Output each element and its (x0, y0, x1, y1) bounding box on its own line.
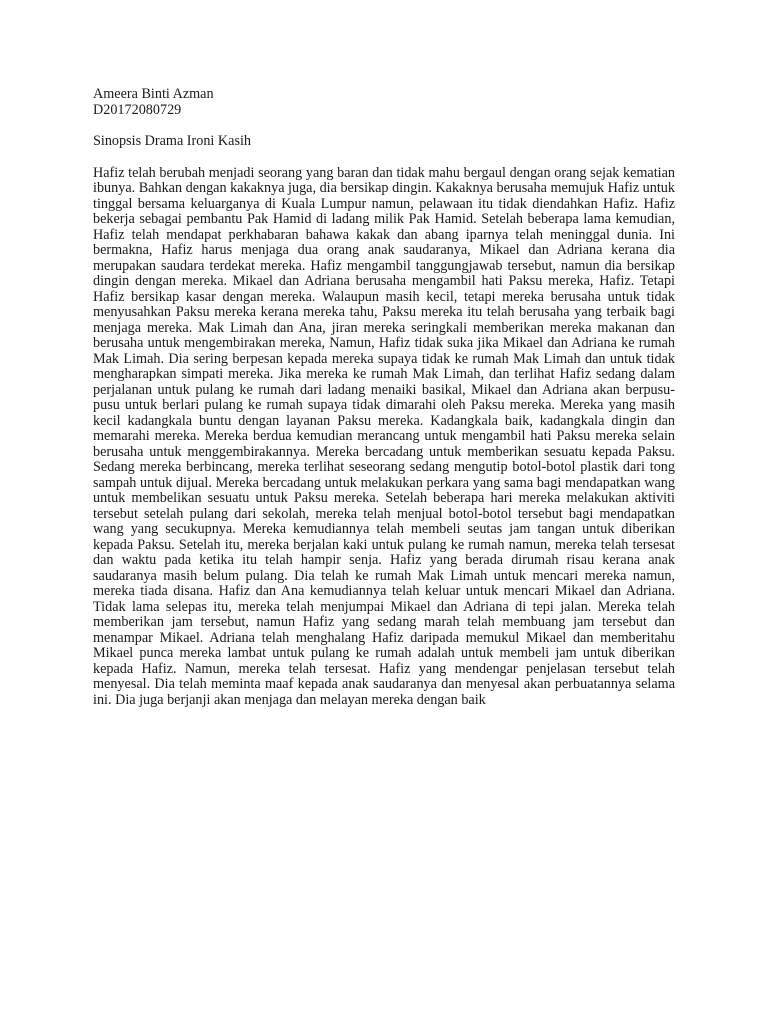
document-content (93, 87, 675, 708)
document-title: Sinopsis Drama Ironi Kasih (93, 133, 252, 149)
student-id: D20172080729 (93, 101, 182, 118)
author-name: Ameera Binti Azman (93, 86, 214, 102)
synopsis-paragraph: Hafiz telah berubah menjadi seorang yang baran dan tidak mahu bergaul dengan orang sejak kematian ibunya. Bahkan dengan kakaknya juga, dia bersikap dingin. Kakaknya berusaha memujuk Hafiz untuk tinggal bersama keluarganya di Kuala Lumpur namun, pelawaan itu tidak diendahkan Hafiz. Hafiz bekerja sebagai pembantu Pak Hamid di ladang milik Pak Hamid. Setelah beberapa lama kemudian, Hafiz telah mendapat perkhabaran bahawa kakak dan abang iparnya telah meninggal dunia. Ini bermakna, Hafiz harus menjaga dua orang anak saudaranya, Mikael dan Adriana kerana dia merupakan saudara terdekat mereka. Hafiz mengambil tanggungjawab tersebut, namun dia bersikap dingin dengan mereka. Mikael dan Adriana berusaha mengambil hati Paksu mereka, Hafiz. Tetapi Hafiz bersikap kasar dengan mereka. Walaupun masih kecil, tetapi mereka berusaha untuk tidak menyusahkan Paksu mereka kerana mereka tahu, Paksu mereka itu telah berusaha yang terbaik bagi menjaga mereka. Mak Limah dan Ana, jiran mereka seringkali memberikan mereka makanan dan berusaha untuk mengembirakan mereka, Namun, Hafiz tidak suka jika Mikael dan Adriana ke rumah Mak Limah. Dia sering berpesan kepada mereka supaya tidak ke rumah Mak Limah dan untuk tidak mengharapkan simpati mereka. Jika mereka ke rumah Mak Limah, dan terlihat Hafiz sedang dalam perjalanan untuk pulang ke rumah dari ladang menaiki basikal, Mikael dan Adriana akan berpusu-pusu untuk berlari pulang ke rumah supaya tidak dimarahi oleh Paksu mereka. Mereka yang masih kecil kadangkala buntu dengan layanan Paksu mereka. Kadangkala baik, kadangkala dingin dan memarahi mereka. Mereka berdua kemudian merancang untuk mengambil hati Paksu mereka selain berusaha untuk menggembirakannya. Mereka bercadang untuk memberikan sesuatu kepada Paksu. Sedang mereka berbincang, mereka terlihat seseorang sedang mengutip botol-botol plastik dari tong sampah untuk dijual. Mereka bercadang untuk melakukan perkara yang sama bagi mendapatkan wang untuk membelikan sesuatu untuk Paksu mereka. Setelah beberapa hari mereka melakukan aktiviti tersebut setelah pulang dari sekolah, mereka telah menjual botol-botol tersebut bagi mendapatkan wang yang secukupnya. Mereka kemudiannya telah membeli seutas jam tangan untuk diberikan kepada Paksu. Setelah itu, mereka berjalan kaki untuk pulang ke rumah namun, mereka telah tersesat dan waktu pada ketika itu telah hampir senja. Hafiz yang berada dirumah risau kerana anak saudaranya masih belum pulang. Dia telah ke rumah Mak Limah untuk mencari mereka namun, mereka tiada disana. Hafiz dan Ana kemudiannya telah keluar untuk mencari Mikael dan Adriana. Tidak lama selepas itu, mereka telah menjumpai Mikael dan Adriana di tepi jalan. Mereka telah memberikan jam tersebut, namun Hafiz yang sedang marah telah membuang jam tersebut dan menampar Mikael. Adriana telah menghalang Hafiz daripada memukul Mikael dan memberitahu Mikael punca mereka lambat untuk pulang ke rumah adalah untuk membeli jam untuk diberikan kepada Hafiz. Namun, mereka telah tersesat. Hafiz yang mendengar penjelasan tersebut telah menyesal. Dia telah meminta maaf kepada anak saudaranya dan menyesal akan perbuatannya selama ini. Dia juga berjanji akan menjaga dan melayan mereka dengan baik (93, 164, 675, 708)
